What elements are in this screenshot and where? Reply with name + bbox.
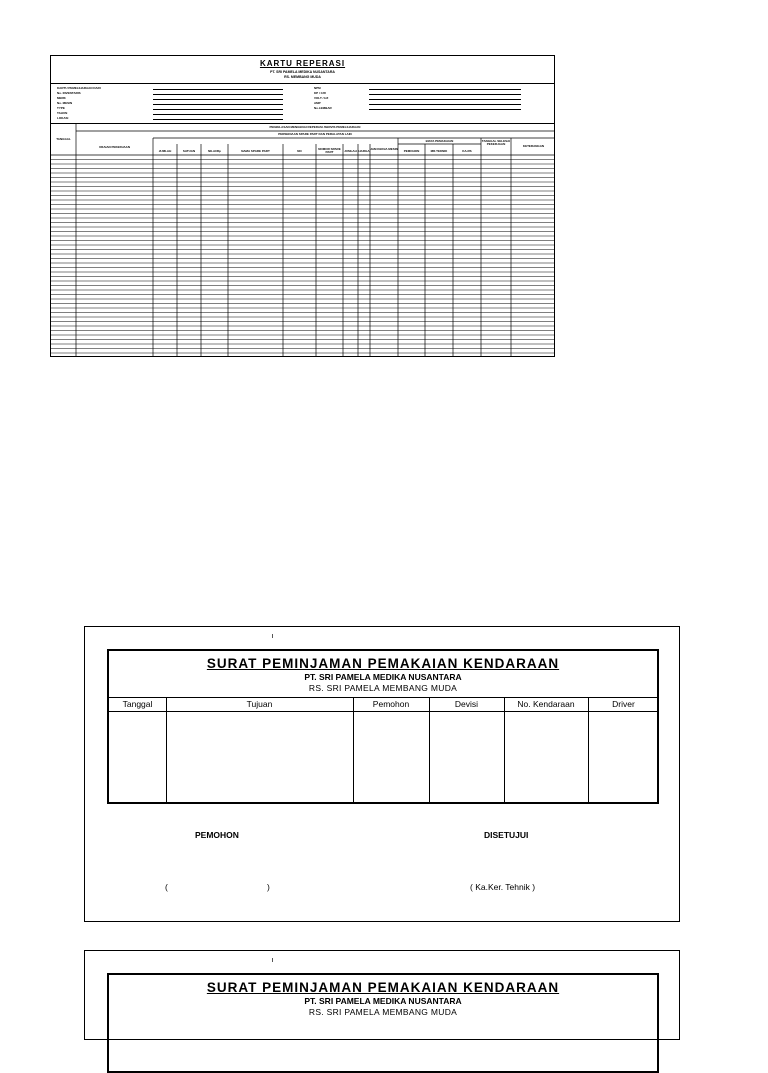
vehicle-loan-form — [84, 626, 680, 922]
col-keterangan: KETERANGAN — [522, 144, 545, 148]
loan-form-hospital: RS. SRI PAMELA MEMBANG MUDA — [308, 1007, 458, 1017]
divider — [109, 711, 657, 712]
label-lokasi: LOKASI — [57, 116, 69, 120]
col-biaya: BIAYA PEMAKAIAN — [425, 139, 454, 143]
col-jumlah: JUMLAH — [158, 149, 172, 153]
col-jumlah-2: JUMLAH — [344, 149, 357, 153]
label-npm: NPM — [314, 86, 321, 90]
col-tanggal: TANGGAL — [56, 137, 71, 141]
tick-mark — [272, 634, 273, 638]
column-divider — [429, 697, 430, 804]
col-tanggal-selesai: TANGGAL SELESAI PEKERJAAN — [481, 139, 511, 146]
col-nomor-spare-part: NOMOR SPARE PART — [318, 147, 341, 154]
repair-card — [50, 55, 555, 357]
divider — [109, 697, 657, 698]
col-nama-spare-part: NAMA SPARE PART — [241, 149, 270, 153]
label-volt-hz: VOLT / HZ — [314, 96, 329, 100]
repair-card-grid — [51, 56, 554, 356]
approver-signature: ( Ka.Ker. Tehnik ) — [470, 882, 536, 892]
col-driver: Driver — [612, 699, 635, 709]
col-jam-kerja-mesin: JAM KERJA MESIN — [370, 147, 398, 151]
col-no: NO — [297, 149, 302, 153]
vehicle-loan-form-copy — [84, 950, 680, 1040]
pemohon-signature-open: ( — [165, 882, 168, 892]
column-divider — [504, 697, 505, 804]
col-tujuan: Tujuan — [246, 699, 273, 709]
label-kartu-pemeliharaan: KARTU PEMELIHARAAN DARI — [57, 86, 101, 90]
group-header-reperasi: PENJELASAN MENGENAI REPERASI /SERVIS PEMELIHARAAN — [269, 125, 361, 129]
col-harga: HARGA — [358, 149, 370, 153]
col-tanggal: Tanggal — [122, 699, 153, 709]
label-merk: MERK — [57, 96, 66, 100]
repair-card-company: PT. SRI PAMELA MEDIKA NUSANTARA — [270, 70, 335, 74]
col-no-kendaraan: No. Kendaraan — [517, 699, 575, 709]
group-header-sparepart: PERSEDIAAN SPARE PART DAN PERALATAN LAIN — [278, 132, 352, 136]
column-divider — [353, 697, 354, 804]
disetujui-label: DISETUJUI — [484, 830, 529, 840]
label-tahun: TAHUN — [57, 111, 68, 115]
loan-form-title: SURAT PEMINJAMAN PEMAKAIAN KENDARAAN — [206, 980, 560, 995]
col-uraian: URAIAN PEKERJAAN — [98, 145, 130, 149]
loan-form-company: PT. SRI PAMELA MEDIKA NUSANTARA — [304, 672, 462, 682]
label-amp: AMP — [314, 101, 321, 105]
column-divider — [588, 697, 589, 804]
loan-form-box — [107, 649, 659, 804]
col-ka-rs: KA.RS — [462, 149, 472, 153]
label-no-inventaris: No. INVENTARIS — [57, 91, 81, 95]
repair-card-hospital: RS. MEMBANG MUDA — [284, 75, 321, 79]
pemohon-label: PEMOHON — [195, 830, 239, 840]
col-satuan: SATUAN — [182, 149, 196, 153]
tick-mark — [272, 958, 273, 962]
col-devisi: Devisi — [454, 699, 479, 709]
repair-card-title: KARTU REPERASI — [259, 59, 346, 68]
col-pemohon: Pemohon — [372, 699, 410, 709]
pemohon-signature-close: ) — [267, 882, 270, 892]
label-no-mesin: No. MESIN — [57, 101, 73, 105]
loan-form-hospital: RS. SRI PAMELA MEMBANG MUDA — [308, 683, 458, 693]
loan-form-company: PT. SRI PAMELA MEDIKA NUSANTARA — [304, 996, 462, 1006]
loan-form-title: SURAT PEMINJAMAN PEMAKAIAN KENDARAAN — [206, 656, 560, 671]
label-type: TYPE — [57, 106, 65, 110]
col-pemohon: PEMOHON — [403, 149, 420, 153]
col-nilai: NILAI/Rp — [208, 149, 221, 153]
column-divider — [166, 697, 167, 804]
label-kp-cr: KP / C/R — [314, 91, 326, 95]
label-no-lembar: No.LEMBAR — [314, 106, 332, 110]
col-mr-teknik: MR.TEKNIK — [430, 149, 448, 153]
loan-form-box — [107, 973, 659, 1073]
